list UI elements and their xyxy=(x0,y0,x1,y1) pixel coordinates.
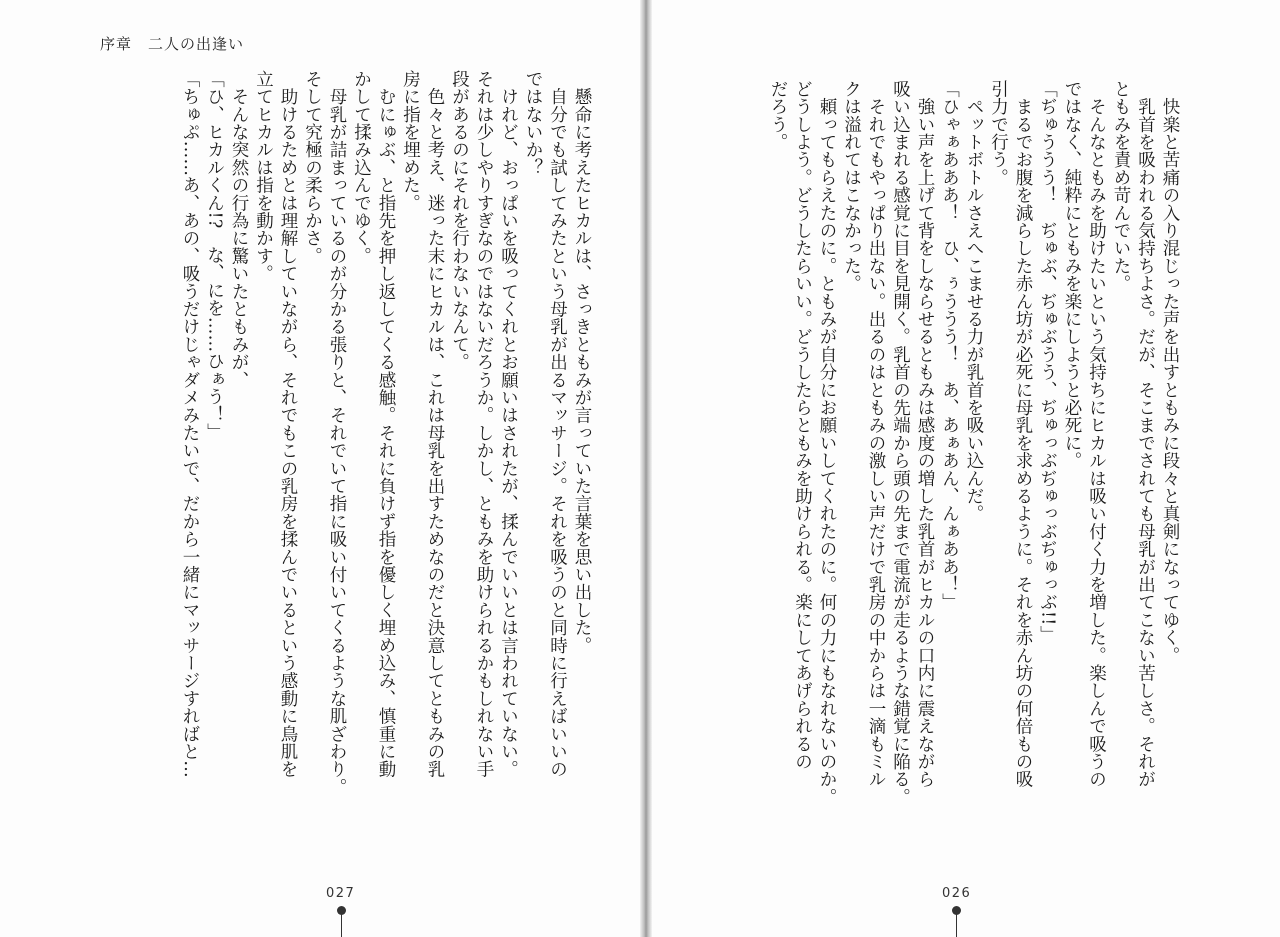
text-line: 引力で行う。 xyxy=(988,80,1009,187)
text-line: 頼ってもらえたのに。ともみが自分にお願いしてくれたのに。何の力にもなれないのか。 xyxy=(817,80,837,806)
page-marker-icon xyxy=(337,906,346,937)
text-line: 懸命に考えたヒカルは、さっきともみが言っていた言葉を思い出した。 xyxy=(572,70,592,655)
text-line: そんなともみを助けたいという気持ちにヒカルは吸い付く力を増した。楽しんで吸うの xyxy=(1086,80,1107,788)
chapter-title: 序章 二人の出逢い xyxy=(100,35,245,53)
text-line: 乳首を吸われる気持ちよさ。だが、そこまでされても母乳が出てこない苦しさ。それが xyxy=(1135,80,1156,788)
book-gutter xyxy=(640,0,652,937)
text-line: ではないか？ xyxy=(523,70,543,177)
text-line: 助けるためとは理解していながら、それでもこの乳房を揉んでいるという感動に鳥肌を xyxy=(278,70,298,778)
text-line: だろう。 xyxy=(768,80,788,151)
text-line: かして揉み込んでゆく。 xyxy=(351,70,372,265)
text-line: 色々と考え、迷った末にヒカルは、これは母乳を出すためなのだと決意してともみの乳 xyxy=(425,70,445,778)
text-line: ではなく、純粋にともみを楽にしようと必死に。 xyxy=(1062,80,1082,470)
text-line: 強い声を上げて背をしならせるともみは感度の増した乳首がヒカルの口内に震えながら xyxy=(915,80,935,788)
text-line: 自分でも試してみたという母乳が出るマッサージ。それを吸うのと同時に行えばいいの xyxy=(547,70,568,778)
text-line: 房に指を埋めた。 xyxy=(400,70,421,212)
text-line: 母乳が詰まっているのが分かる張りと、それでいて指に吸い付いてくるような肌ざわり。 xyxy=(327,70,347,796)
text-line: クは溢れてはこなかった。 xyxy=(841,80,862,293)
text-line: 段があるのにそれを行わないなんて。 xyxy=(449,70,470,371)
text-line: ペットボトルさえへこませる力が乳首を吸い込んだ。 xyxy=(964,80,984,523)
text-line: ともみを責め苛んでいた。 xyxy=(1111,80,1131,293)
text-line: 立てヒカルは指を動かす。 xyxy=(253,70,274,283)
page-marker-icon xyxy=(952,906,961,937)
text-line: そんな突然の行為に驚いたともみが、 xyxy=(229,70,249,389)
text-line: どうしよう。どうしたらいい。どうしたらともみを助けられる。楽にしてあげられるの xyxy=(792,80,813,771)
page-number-right: 026 xyxy=(942,886,972,901)
text-line: それでもやっぱり出ない。出るのはともみの激しい声だけで乳房の中からは一滴もミル xyxy=(866,80,886,788)
page-number-left: 027 xyxy=(326,886,356,901)
right-page xyxy=(652,0,1280,937)
text-line: 「ひゃぁあああ！ ひ、ぅううう！ あ、あぁあん、んぁああ！」 xyxy=(939,80,960,611)
text-line: 「ぢゅううう！ ぢゅぶ、ぢゅぶうう、ぢゅっぶぢゅっぶぢゅっぶ!!」 xyxy=(1037,80,1058,644)
text-line: それは少しやりすぎなのではないだろうか。しかし、ともみを助けられるかもしれない手 xyxy=(474,70,494,778)
text-line: 吸い込まれる感覚に目を見開く。乳首の先端から頭の先まで電流が走るような錯覚に陥る。 xyxy=(890,80,911,806)
text-line: 「ちゅぷ……あ、あの、吸うだけじゃダメみたいで、だから一緒にマッサージすればと… xyxy=(180,70,200,778)
text-line: そして究極の柔らかさ。 xyxy=(302,70,323,265)
text-line: 快楽と苦痛の入り混じった声を出すともみに段々と真剣になってゆく。 xyxy=(1160,80,1180,665)
text-line: まるでお腹を減らした赤ん坊が必死に母乳を求めるように。それを赤ん坊の何倍もの吸 xyxy=(1013,80,1033,788)
text-line: けれど、おっぱいを吸ってくれとお願いはされたが、揉んでいいとは言われていない。 xyxy=(498,70,519,778)
left-page-body xyxy=(49,70,594,860)
text-line: むにゅぶ、と指先を押し返してくる感触。それに負けず指を優しく埋め込み、慎重に動 xyxy=(376,70,396,778)
text-line: 「ひ、ヒカルくん!? な、にを……ひぁう！」 xyxy=(204,70,225,441)
right-page-body xyxy=(702,80,1182,860)
